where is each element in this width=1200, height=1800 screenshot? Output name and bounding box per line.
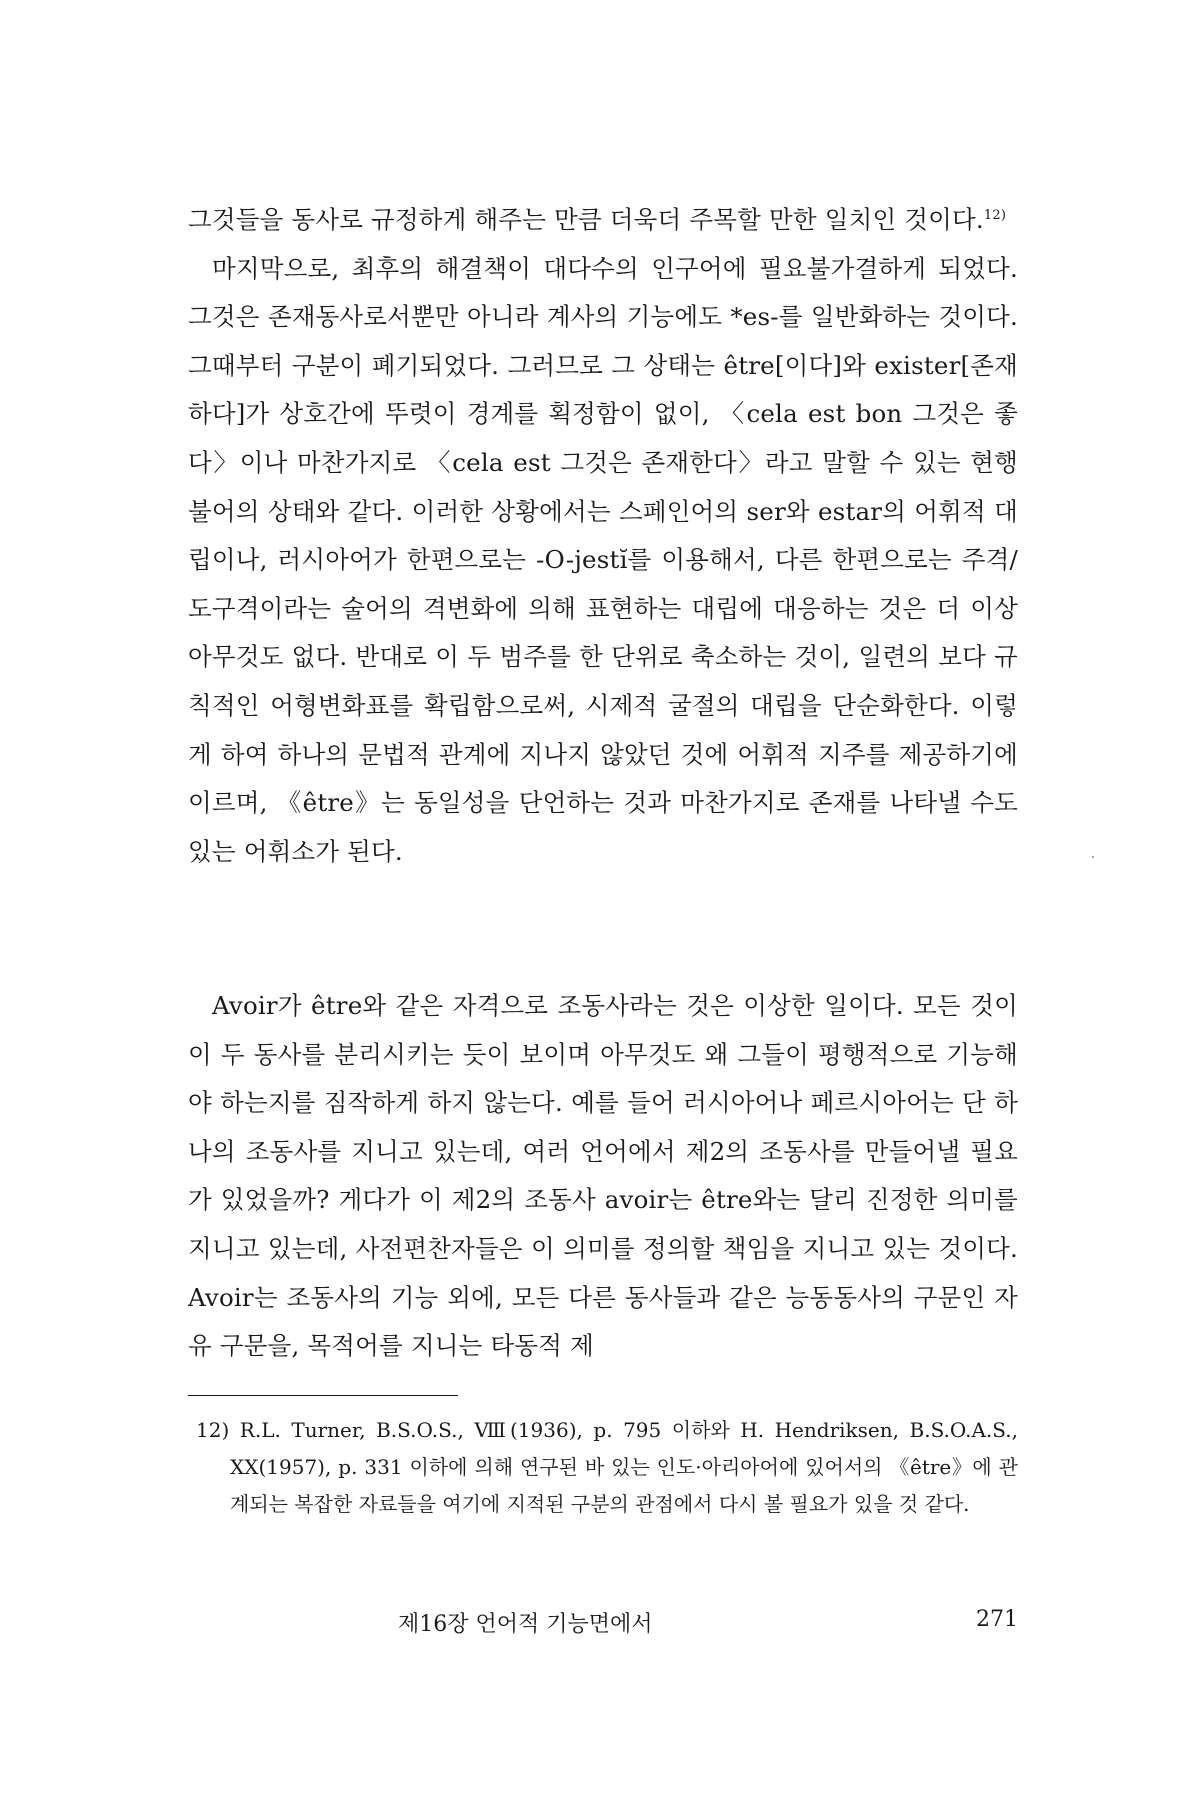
- footnote-12: [188, 1412, 1018, 1523]
- body-text-upper: [188, 196, 1018, 876]
- paragraph-final-solution: [188, 245, 1018, 877]
- paragraph-continuation: [188, 196, 1018, 245]
- footnote-text: 12) R.L. Turner, B.S.O.S., Ⅷ(1936), p. 795 이하와 H. Hendriksen, B.S.O.A.S., XX(1957), p. 331 이하에 의해 연구된 바 있는 인도·아리아어에 있어서의 《être》에 관계되는 복잡한 자료들을 여기에 지적된 구분의 관점에서 다시 볼 필요가 있을 것 같다.: [196, 1418, 1018, 1516]
- stray-mark: [1092, 856, 1094, 858]
- paragraph-text: 그것들을 동사로 규정하게 해주는 만큼 더욱더 주목할 만한 일치인 것이다.: [188, 205, 984, 234]
- chapter-title: 제16장 언어적 기능면에서: [398, 1612, 653, 1637]
- paragraph-text: 마지막으로, 최후의 해결책이 대다수의 인구어에 필요불가결하게 되었다. 그것은 존재동사로서뿐만 아니라 계사의 기능에도 *es-를 일반화하는 것이다. 그때부터 구분이 폐기되었다. 그러므로 그 상태는 être[이다]와 exister[존재하다]가 상호간에 뚜렷이 경계를 획정함이 없이, 〈cela est bon 그것은 좋다〉이나 마찬가지로 〈cela est 그것은 존재한다〉라고 말할 수 있는 현행 불어의 상태와 같다. 이러한 상황에서는 스페인어의 ser와 estar의 어휘적 대립이나, 러시아어가 한편으로는 -O-jestĭ를 이용해서, 다른 한편으로는 주격/도구격이라는 술어의 격변화에 의해 표현하는 대립에 대응하는 것은 더 이상 아무것도 없다. 반대로 이 두 범주를 한 단위로 축소하는 것이, 일련의 보다 규칙적인 어형변화표를 확립함으로써, 시제적 굴절의 대립을 단순화한다. 이렇게 하여 하나의 문법적 관계에 지나지 않았던 것에 어휘적 지주를 제공하기에 이르며, 《être》는 동일성을 단언하는 것과 마찬가지로 존재를 나타낼 수도 있는 어휘소가 된다.: [188, 253, 1018, 866]
- footnote-reference: 12): [983, 207, 1007, 223]
- running-footer: [188, 1607, 1018, 1647]
- body-text-lower: [188, 982, 1018, 1371]
- paragraph-text: Avoir가 être와 같은 자격으로 조동사라는 것은 이상한 일이다. 모든 것이 이 두 동사를 분리시키는 듯이 보이며 아무것도 왜 그들이 평행적으로 기능해야 하는지를 짐작하게 하지 않는다. 예를 들어 러시아어나 페르시아어는 단 하나의 조동사를 지니고 있는데, 여러 언어에서 제2의 조동사를 만들어낼 필요가 있었을까? 게다가 이 제2의 조동사 avoir는 être와는 달리 진정한 의미를 지니고 있는데, 사전편찬자들은 이 의미를 정의할 책임을 지니고 있는 것이다. Avoir는 조동사의 기능 외에, 모든 다른 동사들과 같은 능동동사의 구문인 자유 구문을, 목적어를 지니는 타동적 제: [188, 991, 1018, 1361]
- footnote-divider: [188, 1395, 458, 1396]
- paragraph-avoir: [188, 982, 1018, 1371]
- page-number: 271: [976, 1607, 1018, 1632]
